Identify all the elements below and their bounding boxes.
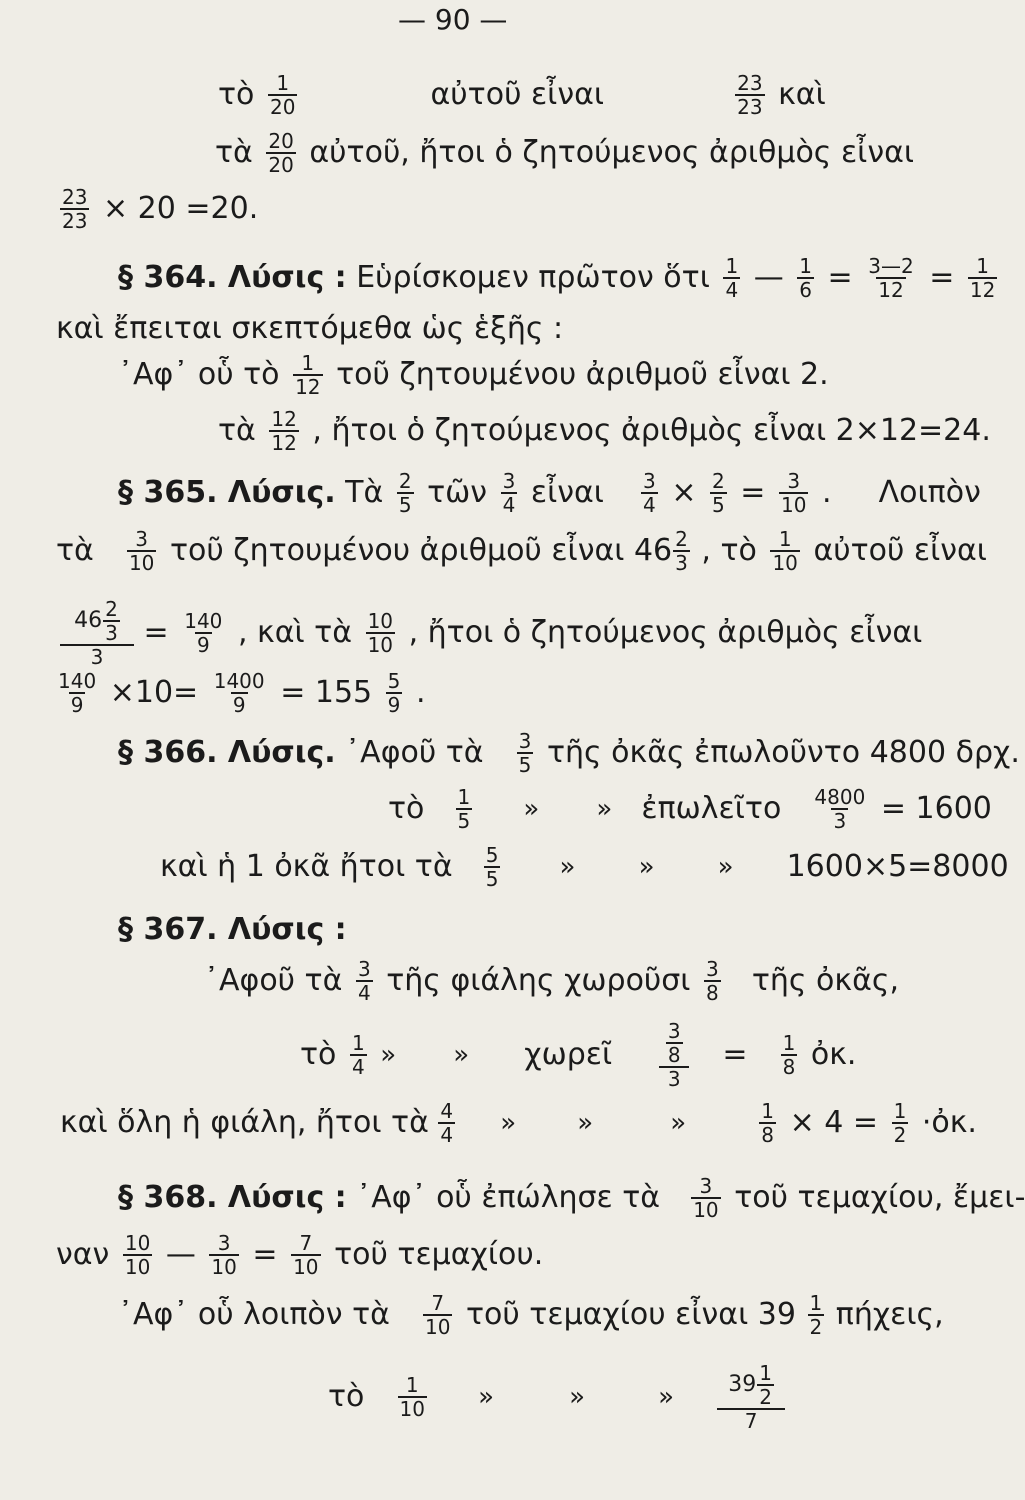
text-line: 46 2 3 3 = $\frac{140}{9}$ , καὶ τὰ $\frac{10}{10}$ , ἤτοι ὁ ζητούμενος ἀριθμὸς εἶναι bbox=[60, 598, 922, 668]
fraction: $\frac{10}{10}$ bbox=[367, 609, 394, 657]
text-line: τὸ $\frac{1}{4}$ » » χωρεῖ 3 8 3 = $\frac{1}{8}$ ὀκ. bbox=[300, 1019, 857, 1091]
fraction: $\frac{2}{5}$ bbox=[712, 469, 725, 517]
fraction: $\frac{3}{10}$ bbox=[693, 1174, 719, 1222]
text-line: τὰ $\frac{3}{10}$ τοῦ ζητουμένου ἀριθμοῦ εἶναι 46 2 3 , τὸ $\frac{1}{10}$ αὐτοῦ εἶναι bbox=[56, 527, 987, 575]
text-line: ναν $\frac{10}{10}$ — $\frac{3}{10}$ = $\frac{7}{10}$ τοῦ τεμαχίου. bbox=[56, 1231, 544, 1279]
text-line: ᾿Αφ᾿ οὗ τὸ $\frac{1}{12}$ τοῦ ζητουμένου ἀριθμοῦ εἶναι 2. bbox=[118, 351, 829, 399]
section-364: § 364. Λύσις : Εὑρίσκομεν πρῶτον ὅτι $\frac{1}{4}$ — $\frac{1}{6}$ = $\frac{3—2}{12}$ = $\frac{1}{12}$ bbox=[118, 254, 996, 302]
text-line: καὶ ἔπειται σκεπτόμεθα ὡς ἑξῆς : bbox=[56, 311, 564, 346]
ditto-mark: » bbox=[453, 1040, 470, 1070]
section-heading: § 368. Λύσις : bbox=[118, 1180, 347, 1215]
fraction: $\frac{3—2}{12}$ bbox=[868, 254, 914, 302]
fraction: $\frac{1}{12}$ bbox=[295, 351, 321, 399]
section-heading: § 365. Λύσις. bbox=[118, 475, 336, 510]
mixed-number: 46 2 3 bbox=[633, 527, 688, 575]
text-line: ᾿Αφ᾿ οὗ λοιπὸν τὰ $\frac{7}{10}$ τοῦ τεμαχίου εἶναι 39 $\frac{1}{2}$ πήχεις, bbox=[118, 1291, 944, 1339]
ditto-mark: » bbox=[658, 1382, 675, 1412]
section-heading: § 364. Λύσις : bbox=[118, 260, 347, 295]
fraction: $\frac{3}{4}$ bbox=[502, 469, 516, 517]
fraction: $\frac{1}{5}$ bbox=[457, 785, 471, 833]
fraction: $\frac{1}{10}$ bbox=[399, 1373, 425, 1421]
fraction: $\frac{1}{12}$ bbox=[969, 254, 996, 302]
compound-fraction: 39 1 2 7 bbox=[717, 1362, 785, 1432]
compound-fraction: 3 8 3 bbox=[659, 1020, 689, 1090]
text-line: τὸ $\frac{1}{10}$ » » » 39 1 2 7 bbox=[328, 1362, 789, 1432]
fraction: $\frac{1400}{9}$ bbox=[213, 669, 265, 717]
ditto-mark: » bbox=[380, 1040, 397, 1070]
ditto-mark: » bbox=[559, 852, 576, 882]
fraction: $\frac{12}{12}$ bbox=[271, 407, 297, 455]
text-line: καὶ ὅλη ἡ φιάλη, ἤτοι τὰ $\frac{4}{4}$ » » » $\frac{1}{8}$ × 4 = $\frac{1}{2}$ ·ὀκ. bbox=[60, 1099, 977, 1147]
fraction: $\frac{1}{6}$ bbox=[799, 254, 812, 302]
ditto-mark: » bbox=[500, 1108, 517, 1138]
fraction: $\frac{5}{9}$ bbox=[387, 669, 401, 717]
fraction: $\frac{1}{20}$ bbox=[269, 71, 296, 119]
fraction: $\frac{4}{4}$ bbox=[440, 1099, 454, 1147]
ditto-mark: » bbox=[523, 794, 540, 824]
fraction: $\frac{23}{23}$ bbox=[62, 185, 88, 233]
fraction: $\frac{7}{10}$ bbox=[425, 1291, 451, 1339]
fraction: $\frac{1}{4}$ bbox=[351, 1031, 365, 1079]
fraction: $\frac{5}{5}$ bbox=[485, 843, 499, 891]
section-366: § 366. Λύσις. ᾿Αφοῦ τὰ $\frac{3}{5}$ τῆς ὀκᾶς ἐπωλοῦντο 4800 δρχ. bbox=[118, 729, 1020, 777]
text-line: τὰ $\frac{20}{20}$ αὐτοῦ, ἤτοι ὁ ζητούμενος ἀριθμὸς εἶναι bbox=[215, 129, 915, 177]
ditto-mark: » bbox=[638, 852, 655, 882]
fraction: $\frac{20}{20}$ bbox=[268, 129, 294, 177]
fraction: $\frac{3}{10}$ bbox=[128, 527, 155, 575]
section-heading: § 367. Λύσις : bbox=[118, 911, 347, 947]
text-line: τὰ $\frac{12}{12}$ , ἤτοι ὁ ζητούμενος ἀριθμὸς εἶναι 2×12=24. bbox=[218, 407, 991, 455]
fraction: $\frac{3}{5}$ bbox=[518, 729, 532, 777]
fraction: $\frac{1}{8}$ bbox=[761, 1099, 775, 1147]
compound-fraction: 46 2 3 3 bbox=[60, 598, 134, 668]
fraction: $\frac{3}{4}$ bbox=[357, 957, 371, 1005]
text-line: $\frac{23}{23}$ × 20 =20. bbox=[62, 185, 259, 233]
section-365: § 365. Λύσις. Τὰ $\frac{2}{5}$ τῶν $\frac{3}{4}$ εἶναι $\frac{3}{4}$ × $\frac{2}{5}$ = $\frac{3}{10}$ . Λοιπὸν bbox=[118, 469, 981, 517]
fraction: $\frac{3}{10}$ bbox=[780, 469, 807, 517]
ditto-mark: » bbox=[577, 1108, 594, 1138]
fraction: $\frac{140}{9}$ bbox=[58, 669, 97, 717]
text-line: $\frac{140}{9}$ ×10= $\frac{1400}{9}$ = 155 $\frac{5}{9}$ . bbox=[58, 669, 426, 717]
fraction: $\frac{2}{5}$ bbox=[398, 469, 412, 517]
fraction: $\frac{23}{23}$ bbox=[737, 71, 763, 119]
fraction: $\frac{1}{10}$ bbox=[772, 527, 798, 575]
text-line: τὸ $\frac{1}{20}$ αὐτοῦ εἶναι $\frac{23}{23}$ καὶ bbox=[218, 71, 826, 119]
fraction: $\frac{10}{10}$ bbox=[124, 1231, 151, 1279]
fraction: $\frac{3}{10}$ bbox=[211, 1231, 237, 1279]
fraction: $\frac{3}{8}$ bbox=[706, 957, 719, 1005]
fraction: $\frac{1}{8}$ bbox=[782, 1031, 796, 1079]
ditto-mark: » bbox=[670, 1108, 687, 1138]
text-line: καὶ ἡ 1 ὀκᾶ ἤτοι τὰ $\frac{5}{5}$ » » » 1600×5=8000 bbox=[160, 843, 1009, 891]
fraction: $\frac{140}{9}$ bbox=[184, 609, 223, 657]
ditto-mark: » bbox=[478, 1382, 494, 1412]
section-368: § 368. Λύσις : ᾿Αφ᾿ οὗ ἐπώλησε τὰ $\frac{3}{10}$ τοῦ τεμαχίου, ἔμει- bbox=[118, 1174, 1025, 1222]
ditto-mark: » bbox=[717, 852, 734, 882]
fraction: $\frac{3}{4}$ bbox=[643, 469, 656, 517]
fraction: $\frac{7}{10}$ bbox=[293, 1231, 319, 1279]
fraction: $\frac{1}{2}$ bbox=[893, 1099, 907, 1147]
ditto-mark: » bbox=[569, 1382, 585, 1412]
fraction: $\frac{1}{4}$ bbox=[725, 254, 739, 302]
ditto-mark: » bbox=[596, 794, 613, 824]
fraction: $\frac{4800}{3}$ bbox=[814, 785, 866, 833]
page-number: — 90 — bbox=[398, 3, 508, 36]
text-line: τὸ $\frac{1}{5}$ » » ἐπωλεῖτο $\frac{4800}{3}$ = 1600 bbox=[388, 785, 992, 833]
text-line: ᾿Αφοῦ τὰ $\frac{3}{4}$ τῆς φιάλης χωροῦσι $\frac{3}{8}$ τῆς ὀκᾶς, bbox=[204, 957, 900, 1005]
section-367-heading bbox=[118, 911, 347, 947]
fraction: $\frac{1}{2}$ bbox=[809, 1291, 823, 1339]
section-heading: § 366. Λύσις. bbox=[118, 735, 336, 770]
